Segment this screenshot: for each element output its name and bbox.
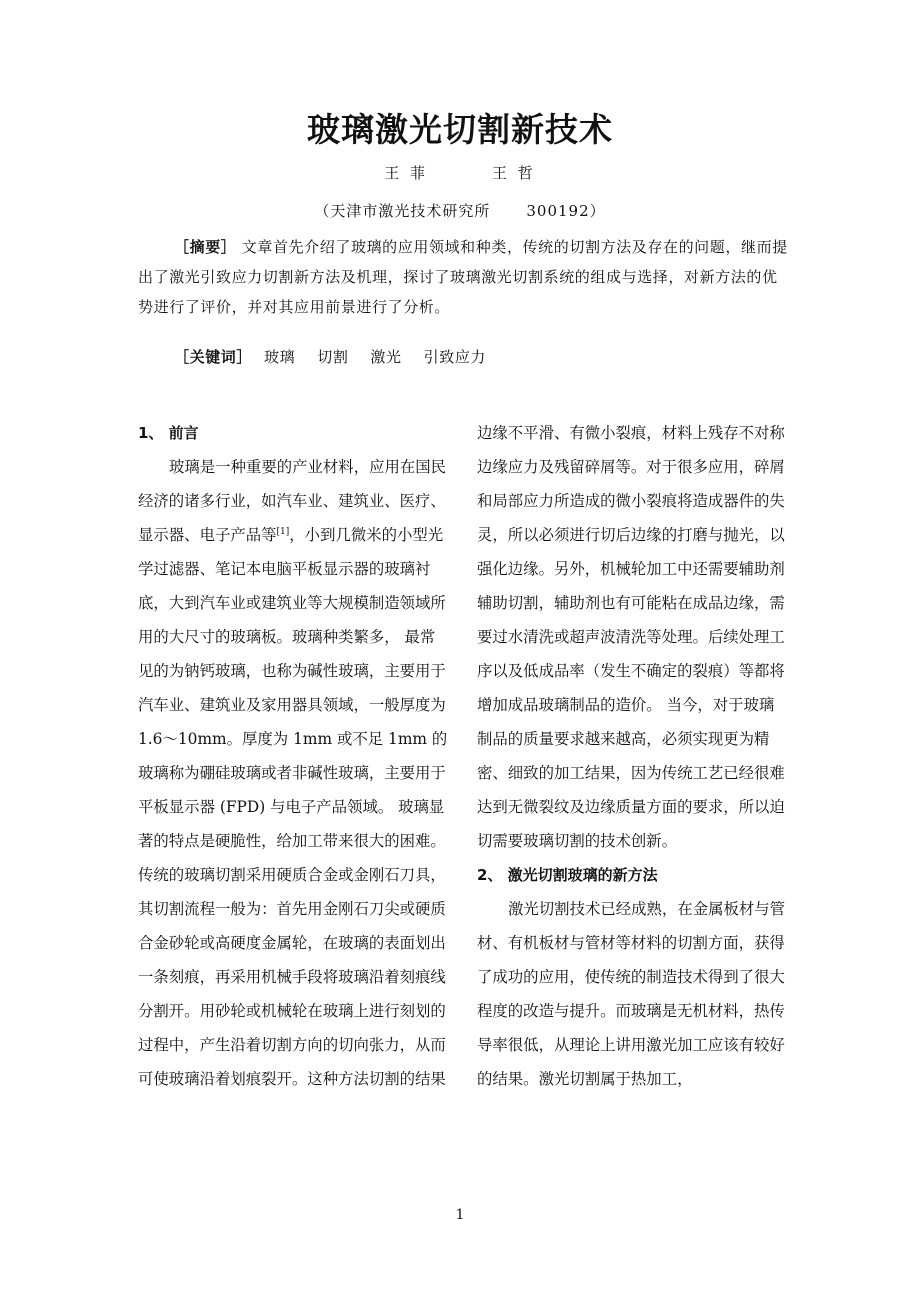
keywords-label: ［关键词］ <box>174 348 253 366</box>
keywords <box>174 342 486 372</box>
section-heading-new-method: 2、 激光切割玻璃的新方法 <box>477 866 658 884</box>
citation-ref: [1] <box>276 526 290 537</box>
keyword: 玻璃 <box>264 348 296 366</box>
new-method-paragraph: 激光切割技术已经成熟，在金属板材与管材、有机板材与管材等材料的切割方面，获得了成功的应用，使传统的制造技术得到了很大程度的改造与提升。而玻璃是无机材料，热传导率很低，从理论上讲用激光加工应该有较好的结果。激光切割属于热加工， <box>477 900 786 1088</box>
author-name: 王 哲 <box>492 164 536 182</box>
page-number: 1 <box>455 1207 465 1223</box>
keyword: 激光 <box>370 348 402 366</box>
keyword: 引致应力 <box>423 348 487 366</box>
affiliation-name: （天津市激光技术研究所 <box>314 202 491 220</box>
abstract <box>138 232 788 322</box>
body-column-left <box>138 416 448 1096</box>
author-line <box>0 162 920 183</box>
abstract-label: ［摘要］ <box>174 238 237 256</box>
section-heading-intro: 1、 前言 <box>138 424 199 442</box>
intro-paragraph <box>138 450 448 1096</box>
abstract-text: 文章首先介绍了玻璃的应用领域和种类，传统的切割方法及存在的问题，继而提出了激光引致应力切割新方法及机理，探讨了玻璃激光切割系统的组成与选择，对新方法的优势进行了评价，并对其应用前景进行了分析。 <box>138 238 788 316</box>
paper-title: 玻璃激光切割新技术 <box>307 110 613 149</box>
affiliation-code: 300192） <box>526 202 606 220</box>
intro-text-a: 玻璃是一种重要的产业材料，应用在国民经济的诸多行业，如汽车业、建筑业、医疗、显示器、电子产品等 <box>138 458 447 544</box>
affiliation <box>0 200 920 221</box>
intro-paragraph-continued: 边缘不平滑、有微小裂痕，材料上残存不对称边缘应力及残留碎屑等。对于很多应用，碎屑和局部应力所造成的微小裂痕将造成器件的失灵，所以必须进行切后边缘的打磨与抛光，以强化边缘。另外，机械轮加工中还需要辅助剂辅助切割，辅助剂也有可能粘在成品边缘，需要过水清洗或超声波清洗等处理。后续处理工序以及低成品率（发生不确定的裂痕）等都将增加成品玻璃制品的造价。 当今，对于玻璃制品的质量要求越来越高，必须实现更为精密、细致的加工结果，因为传统工艺已经很难达到无微裂纹及边缘质量方面的要求，所以迫切需要玻璃切割的技术创新。 <box>477 424 785 850</box>
keyword: 切割 <box>317 348 349 366</box>
intro-text-b: ，小到几微米的小型光学过滤器、笔记本电脑平板显示器的玻璃衬底，大到汽车业或建筑业等大规模制造领域所用的大尺寸的玻璃板。玻璃种类繁多， 最常见的为钠钙玻璃，也称为碱性玻璃，主要用于汽车业、建筑业及家用器具领域，一般厚度为 1.6～10mm。厚度为 1mm 或不足 1mm 的玻璃称为硼硅玻璃或者非碱性玻璃，主要用于平板显示器 (FPD) 与电子产品领域。 玻璃显著的特点是硬脆性，给加工带来很大的困难。传统的玻璃切割采用硬质合金或金刚石刀具，其切割流程一般为：首先用金刚石刀尖或硬质合金砂轮或高硬度金属轮，在玻璃的表面划出一条刻痕，再采用机械手段将玻璃沿着刻痕线分割开。用砂轮或机械轮在玻璃上进行刻划的过程中，产生沿着切割方向的切向张力，从而可使玻璃沿着划痕裂开。这种方法切割的结果 <box>138 526 448 1088</box>
body-column-right <box>477 416 787 1096</box>
author-name: 王 菲 <box>384 164 428 182</box>
